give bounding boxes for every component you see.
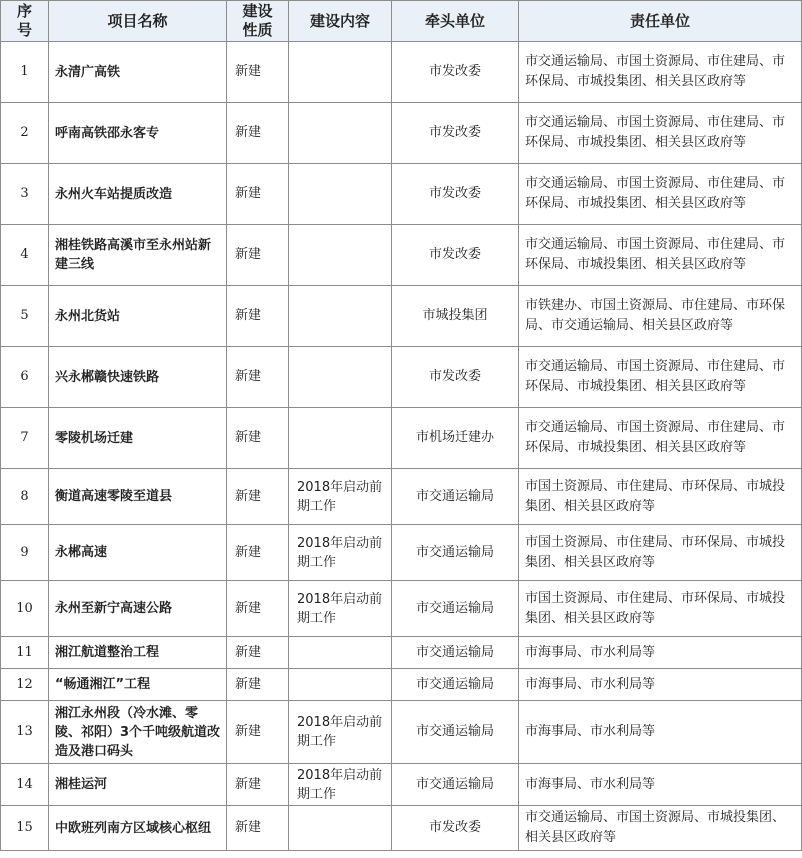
cell-project-name: 湘江航道整治工程 xyxy=(49,637,227,669)
table-row xyxy=(1,806,802,851)
cell-no: 14 xyxy=(1,764,49,806)
cell-no: 1 xyxy=(1,42,49,103)
cell-lead-unit: 市发改委 xyxy=(392,103,519,164)
table-row xyxy=(1,225,802,286)
cell-nature: 新建 xyxy=(227,408,289,469)
cell-no: 12 xyxy=(1,669,49,701)
cell-lead-unit: 市交通运输局 xyxy=(392,525,519,581)
cell-nature: 新建 xyxy=(227,764,289,806)
cell-content xyxy=(289,103,392,164)
cell-project-name: 呼南高铁邵永客专 xyxy=(49,103,227,164)
cell-content: 2018年启动前期工作 xyxy=(289,701,392,764)
cell-no: 11 xyxy=(1,637,49,669)
cell-project-name: 湘江永州段（冷水滩、零陵、祁阳）3个千吨级航道改造及港口码头 xyxy=(49,701,227,764)
cell-nature: 新建 xyxy=(227,469,289,525)
cell-project-name: 永清广高铁 xyxy=(49,42,227,103)
table-row xyxy=(1,408,802,469)
header-content: 建设内容 xyxy=(289,1,392,42)
cell-responsible-units: 市海事局、市水利局等 xyxy=(519,701,802,764)
cell-lead-unit: 市发改委 xyxy=(392,164,519,225)
cell-nature: 新建 xyxy=(227,525,289,581)
cell-content: 2018年启动前期工作 xyxy=(289,581,392,637)
cell-content xyxy=(289,806,392,851)
cell-nature: 新建 xyxy=(227,164,289,225)
cell-project-name: 永州至新宁高速公路 xyxy=(49,581,227,637)
table-row xyxy=(1,637,802,669)
cell-nature: 新建 xyxy=(227,103,289,164)
cell-responsible-units: 市交通运输局、市国土资源局、市住建局、市环保局、市城投集团、相关县区政府等 xyxy=(519,103,802,164)
cell-lead-unit: 市交通运输局 xyxy=(392,764,519,806)
cell-lead-unit: 市发改委 xyxy=(392,225,519,286)
cell-content: 2018年启动前期工作 xyxy=(289,469,392,525)
table-row xyxy=(1,525,802,581)
cell-project-name: “畅通湘江”工程 xyxy=(49,669,227,701)
header-name: 项目名称 xyxy=(49,1,227,42)
cell-responsible-units: 市交通运输局、市国土资源局、市城投集团、相关县区政府等 xyxy=(519,806,802,851)
cell-project-name: 湘桂铁路高溪市至永州站新建三线 xyxy=(49,225,227,286)
cell-content: 2018年启动前期工作 xyxy=(289,525,392,581)
cell-lead-unit: 市发改委 xyxy=(392,806,519,851)
cell-responsible-units: 市海事局、市水利局等 xyxy=(519,764,802,806)
cell-lead-unit: 市发改委 xyxy=(392,42,519,103)
cell-nature: 新建 xyxy=(227,42,289,103)
cell-no: 5 xyxy=(1,286,49,347)
cell-project-name: 湘桂运河 xyxy=(49,764,227,806)
cell-content: 2018年启动前期工作 xyxy=(289,764,392,806)
cell-content xyxy=(289,164,392,225)
cell-responsible-units: 市交通运输局、市国土资源局、市住建局、市环保局、市城投集团、相关县区政府等 xyxy=(519,225,802,286)
cell-no: 13 xyxy=(1,701,49,764)
cell-nature: 新建 xyxy=(227,669,289,701)
cell-lead-unit: 市交通运输局 xyxy=(392,637,519,669)
table-body xyxy=(1,42,802,851)
cell-nature: 新建 xyxy=(227,286,289,347)
cell-project-name: 衡道高速零陵至道县 xyxy=(49,469,227,525)
cell-project-name: 永州火车站提质改造 xyxy=(49,164,227,225)
header-lead: 牵头单位 xyxy=(392,1,519,42)
cell-no: 3 xyxy=(1,164,49,225)
cell-project-name: 永郴高速 xyxy=(49,525,227,581)
cell-lead-unit: 市交通运输局 xyxy=(392,469,519,525)
table-row xyxy=(1,42,802,103)
table-row xyxy=(1,286,802,347)
cell-lead-unit: 市发改委 xyxy=(392,347,519,408)
cell-no: 6 xyxy=(1,347,49,408)
cell-responsible-units: 市国土资源局、市住建局、市环保局、市城投集团、相关县区政府等 xyxy=(519,525,802,581)
cell-no: 7 xyxy=(1,408,49,469)
cell-lead-unit: 市机场迁建办 xyxy=(392,408,519,469)
cell-content xyxy=(289,637,392,669)
table-row xyxy=(1,347,802,408)
cell-content xyxy=(289,669,392,701)
table-row xyxy=(1,669,802,701)
cell-no: 4 xyxy=(1,225,49,286)
cell-responsible-units: 市海事局、市水利局等 xyxy=(519,637,802,669)
cell-responsible-units: 市海事局、市水利局等 xyxy=(519,669,802,701)
cell-lead-unit: 市交通运输局 xyxy=(392,669,519,701)
cell-content xyxy=(289,225,392,286)
cell-content xyxy=(289,286,392,347)
cell-no: 8 xyxy=(1,469,49,525)
cell-nature: 新建 xyxy=(227,701,289,764)
cell-nature: 新建 xyxy=(227,347,289,408)
cell-content xyxy=(289,408,392,469)
table-row xyxy=(1,581,802,637)
cell-lead-unit: 市城投集团 xyxy=(392,286,519,347)
cell-nature: 新建 xyxy=(227,806,289,851)
cell-responsible-units: 市交通运输局、市国土资源局、市住建局、市环保局、市城投集团、相关县区政府等 xyxy=(519,42,802,103)
header-resp: 责任单位 xyxy=(519,1,802,42)
cell-responsible-units: 市交通运输局、市国土资源局、市住建局、市环保局、市城投集团、相关县区政府等 xyxy=(519,408,802,469)
cell-project-name: 兴永郴赣快速铁路 xyxy=(49,347,227,408)
table-row xyxy=(1,764,802,806)
header-row xyxy=(1,1,802,42)
cell-responsible-units: 市交通运输局、市国土资源局、市住建局、市环保局、市城投集团、相关县区政府等 xyxy=(519,347,802,408)
cell-project-name: 中欧班列南方区域核心枢纽 xyxy=(49,806,227,851)
cell-project-name: 永州北货站 xyxy=(49,286,227,347)
cell-responsible-units: 市铁建办、市国土资源局、市住建局、市环保局、市交通运输局、相关县区政府等 xyxy=(519,286,802,347)
cell-responsible-units: 市国土资源局、市住建局、市环保局、市城投集团、相关县区政府等 xyxy=(519,469,802,525)
cell-content xyxy=(289,347,392,408)
cell-no: 9 xyxy=(1,525,49,581)
cell-lead-unit: 市交通运输局 xyxy=(392,701,519,764)
table-row xyxy=(1,701,802,764)
header-no: 序号 xyxy=(1,1,49,42)
cell-nature: 新建 xyxy=(227,637,289,669)
header-nature: 建设性质 xyxy=(227,1,289,42)
cell-responsible-units: 市国土资源局、市住建局、市环保局、市城投集团、相关县区政府等 xyxy=(519,581,802,637)
table-row xyxy=(1,469,802,525)
cell-no: 2 xyxy=(1,103,49,164)
cell-project-name: 零陵机场迁建 xyxy=(49,408,227,469)
cell-responsible-units: 市交通运输局、市国土资源局、市住建局、市环保局、市城投集团、相关县区政府等 xyxy=(519,164,802,225)
cell-lead-unit: 市交通运输局 xyxy=(392,581,519,637)
table-row xyxy=(1,164,802,225)
table-row xyxy=(1,103,802,164)
cell-nature: 新建 xyxy=(227,225,289,286)
cell-no: 15 xyxy=(1,806,49,851)
cell-nature: 新建 xyxy=(227,581,289,637)
cell-no: 10 xyxy=(1,581,49,637)
cell-content xyxy=(289,42,392,103)
